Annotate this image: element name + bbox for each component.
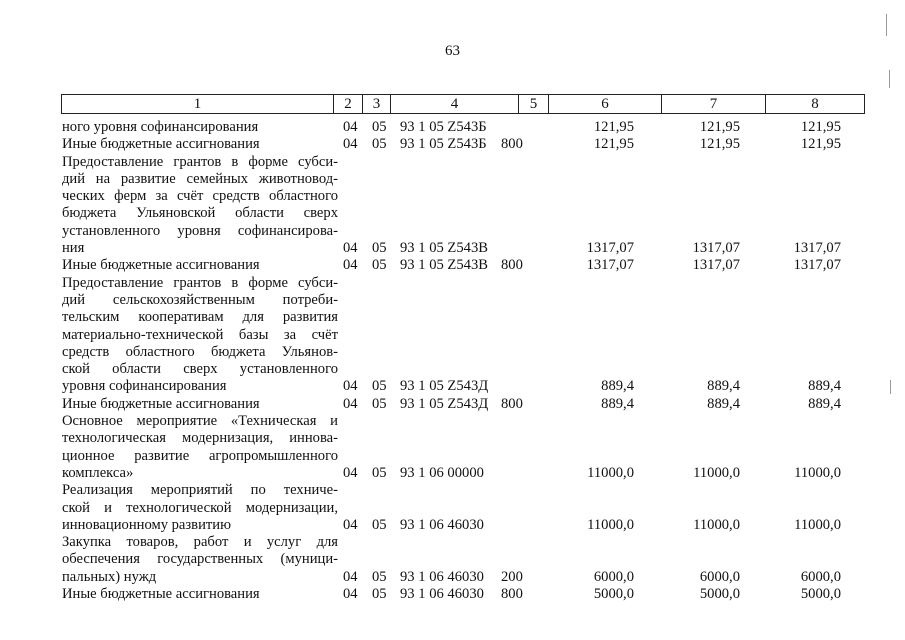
row-cell-c7: 1317,07 <box>692 240 740 257</box>
table-row <box>0 223 905 240</box>
row-description-line: ческих ферм за счёт средств областного <box>62 188 338 205</box>
row-description-line: Основное мероприятие «Техническая и <box>62 413 338 430</box>
row-cell-c3: 05 <box>372 378 387 395</box>
row-cell-c7: 11000,0 <box>693 516 740 533</box>
row-cell-c2: 04 <box>343 257 358 274</box>
row-description-line: комплекса» <box>62 464 134 481</box>
row-description-line: Реализация мероприятий по техниче- <box>62 482 338 499</box>
row-cell-c7: 889,4 <box>707 395 740 412</box>
row-cell-c6: 1317,07 <box>586 257 634 274</box>
row-description-line: пальных) нужд <box>62 568 157 585</box>
table-row <box>0 396 905 413</box>
row-description-line: Иные бюджетные ассигнования <box>62 395 260 412</box>
row-cell-c5: 800 <box>501 257 523 274</box>
row-cell-c8: 889,4 <box>808 395 841 412</box>
row-cell-c3: 05 <box>372 257 387 274</box>
row-description-line: Закупка товаров, работ и услуг для <box>62 534 338 551</box>
row-cell-c8: 1317,07 <box>793 240 841 257</box>
row-cell-c8: 11000,0 <box>794 516 841 533</box>
table-row <box>0 378 905 395</box>
table-row <box>0 430 905 447</box>
row-description-line: бюджета Ульяновской области сверх <box>62 205 338 222</box>
table-row <box>0 275 905 292</box>
row-cell-c2: 04 <box>343 378 358 395</box>
header-col-5: 5 <box>519 95 549 114</box>
row-cell-c6: 889,4 <box>601 378 634 395</box>
row-description-line: ской и технологической модернизации, <box>62 499 338 516</box>
row-cell-c7: 889,4 <box>707 378 740 395</box>
header-col-4: 4 <box>391 95 519 114</box>
row-cell-c3: 05 <box>372 568 387 585</box>
row-cell-c3: 05 <box>372 516 387 533</box>
row-cell-c2: 04 <box>343 119 358 135</box>
table-row <box>0 292 905 309</box>
row-cell-c8: 6000,0 <box>800 568 841 585</box>
row-cell-c2: 04 <box>343 586 358 603</box>
header-col-7: 7 <box>662 95 766 114</box>
header-col-2: 2 <box>334 95 363 114</box>
row-description-line: ния <box>62 240 85 257</box>
table-row <box>0 309 905 326</box>
page-number: 63 <box>445 43 460 59</box>
row-description-line: тельским кооперативам для развития <box>62 309 338 326</box>
row-cell-c3: 05 <box>372 395 387 412</box>
row-description-line: ционное развитие агропромышленного <box>62 447 338 464</box>
row-cell-c8: 889,4 <box>808 378 841 395</box>
row-cell-c2: 04 <box>343 240 358 257</box>
row-cell-c3: 05 <box>372 136 387 153</box>
table-row <box>0 136 905 153</box>
table-row <box>0 586 905 603</box>
row-description-line: Предоставление грантов в форме субси- <box>62 274 338 291</box>
row-cell-c4: 93 1 05 Z543В <box>400 257 488 274</box>
row-cell-c2: 04 <box>343 516 358 533</box>
row-cell-c5: 800 <box>501 586 523 603</box>
row-cell-c6: 1317,07 <box>586 240 634 257</box>
row-description-line: ской области сверх установленного <box>62 361 338 378</box>
row-cell-c8: 1317,07 <box>793 257 841 274</box>
table-row <box>0 413 905 430</box>
row-description-line: установленного уровня софинансирова- <box>62 222 338 239</box>
row-cell-c4: 93 1 06 00000 <box>400 464 484 481</box>
row-description-line: Иные бюджетные ассигнования <box>62 257 260 274</box>
row-cell-c6: 11000,0 <box>587 516 634 533</box>
table-row <box>0 188 905 205</box>
row-cell-c4: 93 1 05 Z543Б <box>400 119 487 135</box>
row-cell-c7: 6000,0 <box>699 568 740 585</box>
row-cell-c8: 11000,0 <box>794 464 841 481</box>
row-cell-c7: 5000,0 <box>699 586 740 603</box>
scan-mark <box>886 14 887 36</box>
table-row <box>0 240 905 257</box>
header-col-3: 3 <box>363 95 391 114</box>
row-description-line: технологическая модернизация, иннова- <box>62 430 338 447</box>
table-row <box>0 500 905 517</box>
table-row <box>0 205 905 222</box>
row-cell-c3: 05 <box>372 586 387 603</box>
table-header <box>61 94 865 114</box>
row-description-line: обеспечения государственных (муници- <box>62 551 338 568</box>
row-cell-c4: 93 1 05 Z543В <box>400 240 488 257</box>
row-cell-c2: 04 <box>343 395 358 412</box>
table-row <box>0 361 905 378</box>
row-cell-c6: 11000,0 <box>587 464 634 481</box>
row-description-line: дий на развитие семейных животновод- <box>62 170 338 187</box>
table-row <box>0 517 905 534</box>
row-description-line: Предоставление грантов в форме субси- <box>62 153 338 170</box>
scan-mark <box>889 70 890 88</box>
row-description-line: дий сельскохозяйственным потреби- <box>62 291 338 308</box>
row-description-line: средств областного бюджета Ульянов- <box>62 343 338 360</box>
row-cell-c6: 121,95 <box>593 119 634 135</box>
row-description-line: Иные бюджетные ассигнования <box>62 136 260 153</box>
table-row <box>0 465 905 482</box>
row-cell-c7: 11000,0 <box>693 464 740 481</box>
row-description-line: ного уровня софинансирования <box>62 119 259 135</box>
row-cell-c8: 121,95 <box>800 136 841 153</box>
row-cell-c2: 04 <box>343 568 358 585</box>
row-description-line: инновационному развитию <box>62 516 231 533</box>
row-cell-c4: 93 1 05 Z543Д <box>400 378 489 395</box>
table-row <box>0 534 905 551</box>
row-cell-c2: 04 <box>343 464 358 481</box>
row-cell-c7: 121,95 <box>699 136 740 153</box>
table-row <box>0 569 905 586</box>
header-col-6: 6 <box>549 95 662 114</box>
row-description-line: материально-технической базы за счёт <box>62 326 338 343</box>
table-row <box>0 482 905 499</box>
table-row <box>0 257 905 274</box>
row-cell-c4: 93 1 06 46030 <box>400 516 484 533</box>
row-cell-c5: 800 <box>501 136 523 153</box>
row-cell-c8: 5000,0 <box>800 586 841 603</box>
row-cell-c6: 889,4 <box>601 395 634 412</box>
table-row <box>0 171 905 188</box>
row-cell-c5: 800 <box>501 395 523 412</box>
row-cell-c4: 93 1 06 46030 <box>400 586 484 603</box>
table-row <box>0 327 905 344</box>
row-cell-c6: 5000,0 <box>593 586 634 603</box>
table-row <box>0 551 905 568</box>
row-cell-c2: 04 <box>343 136 358 153</box>
table-body <box>0 119 905 603</box>
row-cell-c6: 121,95 <box>593 136 634 153</box>
row-cell-c8: 121,95 <box>800 119 841 135</box>
scan-mark <box>890 380 891 394</box>
header-col-8: 8 <box>766 95 865 114</box>
table-row <box>0 344 905 361</box>
row-cell-c7: 1317,07 <box>692 257 740 274</box>
row-cell-c3: 05 <box>372 119 387 135</box>
table-row <box>0 119 905 136</box>
table-row <box>0 154 905 171</box>
table-row <box>0 448 905 465</box>
row-cell-c3: 05 <box>372 464 387 481</box>
row-cell-c4: 93 1 05 Z543Б <box>400 136 487 153</box>
row-cell-c4: 93 1 05 Z543Д <box>400 395 489 412</box>
row-description-line: Иные бюджетные ассигнования <box>62 586 260 603</box>
row-cell-c5: 200 <box>501 568 523 585</box>
row-cell-c3: 05 <box>372 240 387 257</box>
row-description-line: уровня софинансирования <box>62 378 227 395</box>
header-col-1: 1 <box>62 95 334 114</box>
row-cell-c4: 93 1 06 46030 <box>400 568 484 585</box>
row-cell-c6: 6000,0 <box>593 568 634 585</box>
row-cell-c7: 121,95 <box>699 119 740 135</box>
